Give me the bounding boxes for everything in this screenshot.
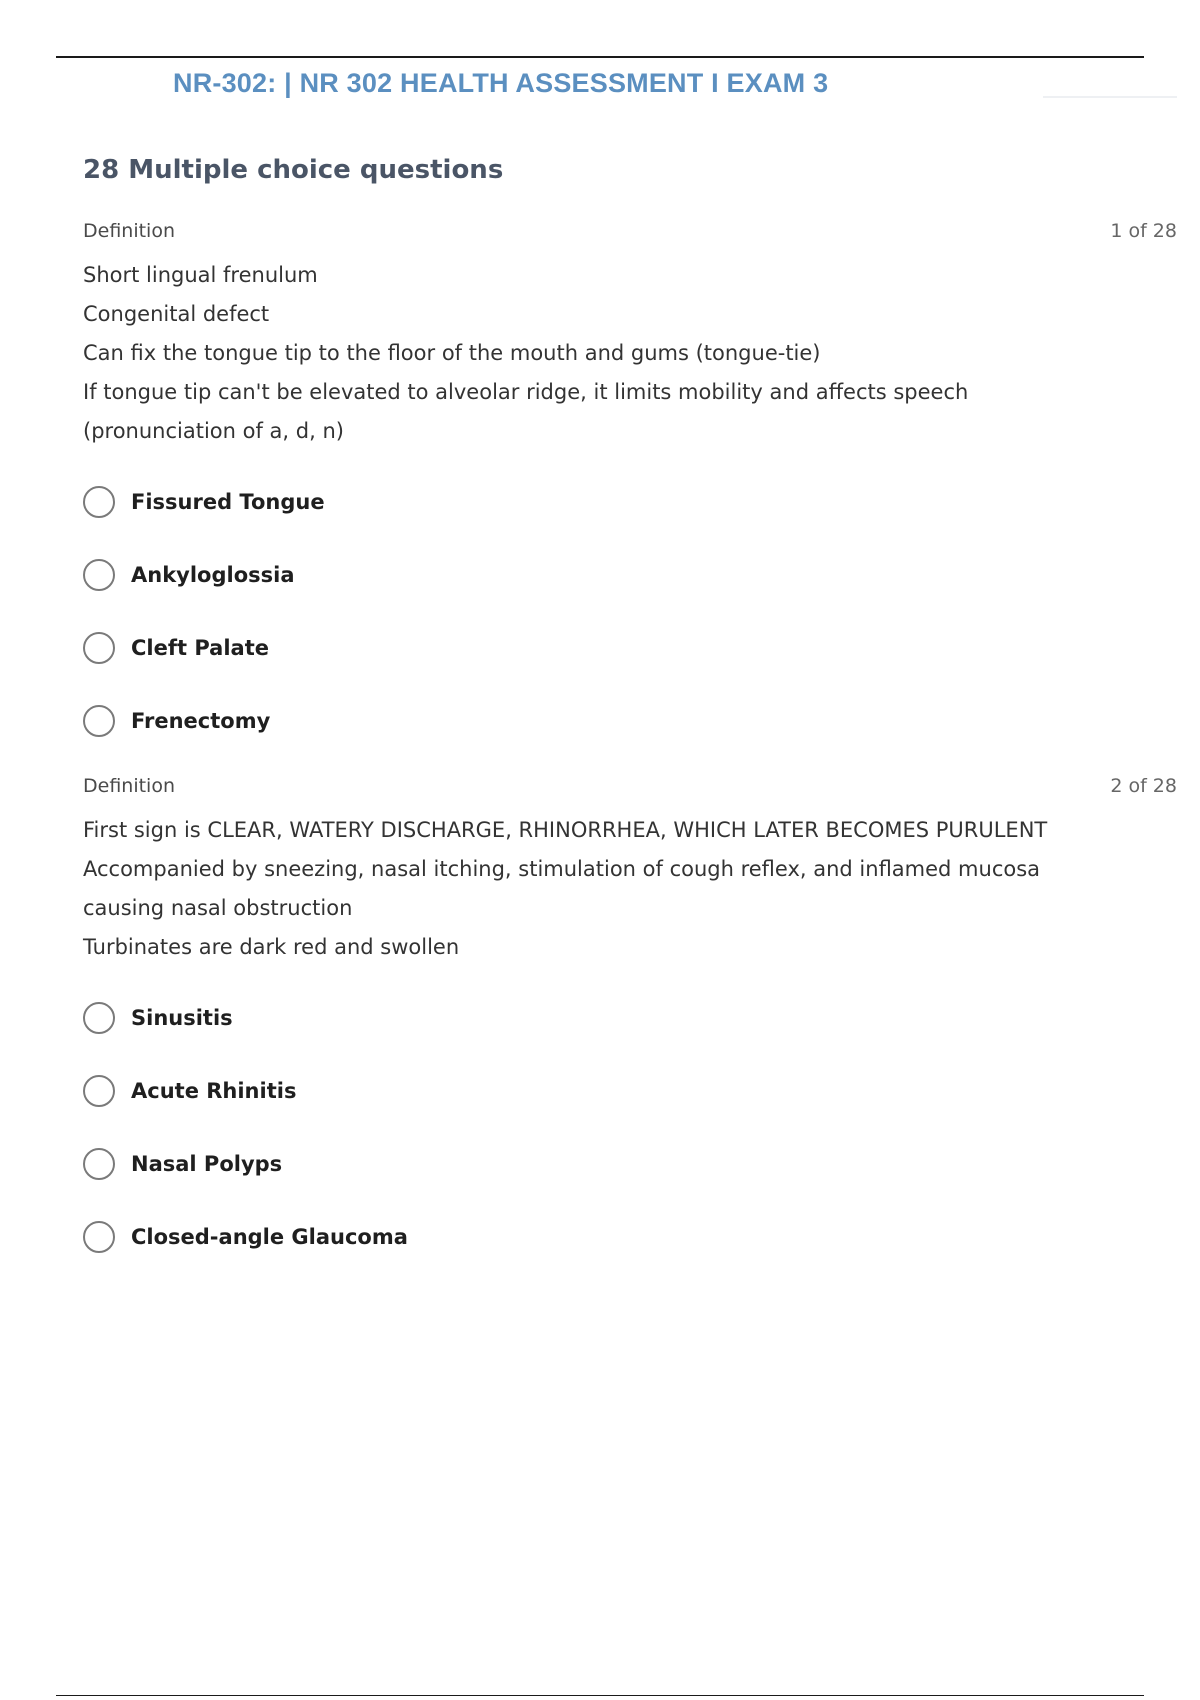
definition-line: Congenital defect (83, 302, 270, 326)
radio-button[interactable] (83, 486, 115, 518)
question-definition (83, 256, 1177, 451)
definition-line: Can fix the tongue tip to the floor of the mouth and gums (tongue-tie) (83, 341, 821, 365)
radio-button[interactable] (83, 1221, 115, 1253)
question-counter: 1 of 28 (1110, 220, 1177, 242)
header-faint-line (1043, 96, 1177, 98)
answer-option[interactable] (83, 1054, 1177, 1127)
radio-button[interactable] (83, 632, 115, 664)
definition-line: causing nasal obstruction (83, 896, 353, 920)
question-header (83, 220, 1177, 248)
answer-option-label: Closed-angle Glaucoma (131, 1224, 408, 1249)
question-card (83, 220, 1177, 757)
answer-option[interactable] (83, 684, 1177, 757)
radio-button[interactable] (83, 1075, 115, 1107)
answer-option-label: Acute Rhinitis (131, 1078, 297, 1103)
answer-option-label: Ankyloglossia (131, 562, 295, 587)
radio-button[interactable] (83, 1148, 115, 1180)
definition-line: Accompanied by sneezing, nasal itching, stimulation of cough reflex, and inflamed mucosa (83, 857, 1041, 881)
top-divider (56, 56, 1144, 58)
question-label: Definition (83, 775, 176, 797)
definition-line: Short lingual frenulum (83, 263, 318, 287)
answer-option[interactable] (83, 465, 1177, 538)
definition-line: (pronunciation of a, d, n) (83, 419, 344, 443)
answer-option[interactable] (83, 611, 1177, 684)
answer-options (83, 981, 1177, 1273)
radio-button[interactable] (83, 705, 115, 737)
answer-option[interactable] (83, 1127, 1177, 1200)
question-definition (83, 811, 1177, 967)
question-card (83, 775, 1177, 1273)
definition-line: Turbinates are dark red and swollen (83, 935, 460, 959)
answer-option-label: Frenectomy (131, 708, 271, 733)
answer-option-label: Cleft Palate (131, 635, 269, 660)
radio-button[interactable] (83, 1002, 115, 1034)
quiz-content (83, 150, 1177, 1291)
answer-option-label: Fissured Tongue (131, 489, 325, 514)
question-label: Definition (83, 220, 176, 242)
radio-button[interactable] (83, 559, 115, 591)
set-title: 28 Multiple choice questions (83, 155, 504, 185)
answer-option-label: Nasal Polyps (131, 1151, 283, 1176)
answer-option-label: Sinusitis (131, 1005, 233, 1030)
answer-options (83, 465, 1177, 757)
answer-option[interactable] (83, 981, 1177, 1054)
question-counter: 2 of 28 (1110, 775, 1177, 797)
answer-option[interactable] (83, 1200, 1177, 1273)
bottom-divider (56, 1695, 1144, 1696)
definition-line: First sign is CLEAR, WATERY DISCHARGE, RHINORRHEA, WHICH LATER BECOMES PURULENT (83, 818, 1048, 842)
definition-line: If tongue tip can't be elevated to alveolar ridge, it limits mobility and affects speech (83, 380, 969, 404)
document-title: NR-302: | NR 302 HEALTH ASSESSMENT I EXAM 3 (173, 68, 829, 98)
answer-option[interactable] (83, 538, 1177, 611)
question-header (83, 775, 1177, 803)
